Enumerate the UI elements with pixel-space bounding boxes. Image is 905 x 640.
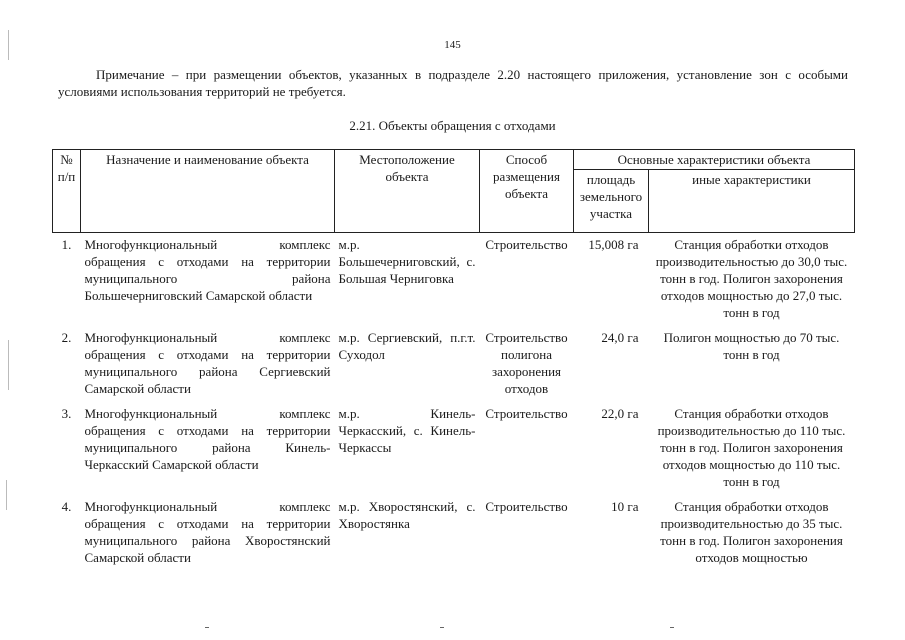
- row-other: Станция обработки отходов производительностью до 30,0 тыс. тонн в год. Полигон захоронения отходов мощностью до 27,0 тыс. тонн в год: [655, 237, 848, 320]
- note-paragraph: Примечание – при размещении объектов, указанных в подразделе 2.20 настоящего приложения, установление зон с особыми условиями использования территорий не требуется.: [58, 67, 848, 99]
- scan-bottom-tick: [670, 627, 674, 628]
- row-method: Строительство: [485, 237, 568, 252]
- row-object-name: Многофункциональный комплекс обращения с отходами на территории муниципального района Сергиевский Самарской области: [84, 330, 331, 396]
- table-row: [53, 326, 855, 402]
- row-location: м.р. Хворостянский, с. Хворостянка: [338, 499, 476, 531]
- scan-bottom-tick: [205, 627, 209, 628]
- row-number: 1.: [61, 237, 72, 252]
- waste-objects-table: [52, 149, 855, 571]
- section-title: 2.21. Объекты обращения с отходами: [349, 118, 556, 133]
- header-location: Местоположение объекта: [335, 150, 480, 233]
- row-object-name: Многофункциональный комплекс обращения с отходами на территории муниципального района Большечерниговский Самарской области: [84, 237, 331, 303]
- row-other: Полигон мощностью до 70 тыс. тонн в год: [663, 330, 840, 362]
- row-number: 4.: [61, 499, 72, 514]
- waste-objects-table-wrap: [52, 149, 855, 571]
- row-area: 22,0 га: [601, 406, 639, 421]
- row-object-name: Многофункциональный комплекс обращения с отходами на территории муниципального района Хворостянский Самарской области: [84, 499, 331, 565]
- scan-edge-mark: [8, 340, 9, 390]
- row-number: 3.: [61, 406, 72, 421]
- row-area: 15,008 га: [588, 237, 639, 252]
- header-name: Назначение и наименование объекта: [81, 150, 335, 233]
- page-number: 145: [444, 39, 461, 51]
- row-object-name: Многофункциональный комплекс обращения с отходами на территории муниципального района Кинель-Черкасский Самарской области: [84, 406, 331, 472]
- table-row: [53, 402, 855, 495]
- scan-bottom-tick: [440, 627, 444, 628]
- row-method: Строительство: [485, 499, 568, 514]
- table-row: [53, 233, 855, 327]
- row-other: Станция обработки отходов производительностью до 35 тыс. тонн в год. Полигон захоронения отходов мощностью: [660, 499, 843, 565]
- row-number: 2.: [61, 330, 72, 345]
- header-other: иные характеристики: [649, 170, 855, 233]
- row-location: м.р. Сергиевский, п.г.т. Суходол: [338, 330, 476, 362]
- row-area: 10 га: [611, 499, 639, 514]
- header-number: № п/п: [53, 150, 81, 233]
- header-method: Способ размещения объекта: [480, 150, 574, 233]
- header-characteristics: Основные характеристики объекта: [574, 150, 855, 170]
- scan-edge-mark: [6, 480, 7, 510]
- row-area: 24,0 га: [601, 330, 639, 345]
- row-method: Строительство: [485, 406, 568, 421]
- table-row: [53, 495, 855, 571]
- row-location: м.р. Большечерниговский, с. Большая Черниговка: [338, 237, 476, 286]
- header-area: площадь земельного участка: [574, 170, 649, 233]
- row-location: м.р. Кинель-Черкасский, с. Кинель-Черкассы: [338, 406, 476, 455]
- row-other: Станция обработки отходов производительностью до 110 тыс. тонн в год. Полигон захоронения отходов мощностью до 110 тыс. тонн в год: [657, 406, 846, 489]
- row-method: Строительство полигона захоронения отходов: [485, 330, 568, 396]
